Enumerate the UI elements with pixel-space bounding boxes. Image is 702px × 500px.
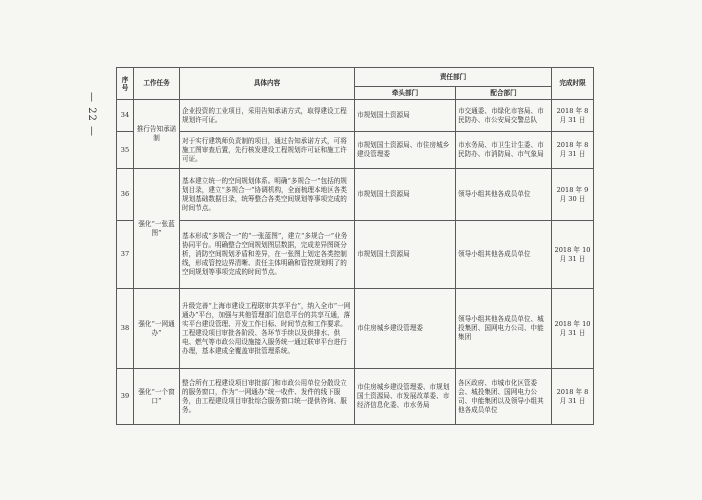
row-no: 37 bbox=[117, 221, 134, 289]
row-no: 36 bbox=[117, 169, 134, 221]
page-number: — 22 — bbox=[86, 92, 97, 138]
row-task: 强化“一张蓝图” bbox=[134, 169, 180, 289]
row-deadline: 2018 年 8 月 31 日 bbox=[552, 100, 594, 132]
row-lead: 市规划国土资源局 bbox=[355, 221, 456, 289]
row-task: 强化“一网通办” bbox=[134, 289, 180, 369]
row-coop: 市水务局、市卫生计生委、市民防办、市消防局、市气象局 bbox=[456, 132, 552, 169]
row-coop: 领导小组其他各成员单位 bbox=[456, 169, 552, 221]
row-lead: 市规划国土资源局 bbox=[355, 100, 456, 132]
row-no: 38 bbox=[117, 289, 134, 369]
row-deadline: 2018 年 9 月 30 日 bbox=[552, 169, 594, 221]
row-task: 推行告知承诺制 bbox=[134, 100, 180, 169]
row-deadline: 2018 年 8 月 31 日 bbox=[552, 132, 594, 169]
row-content: 升级完善“上海市建设工程联审共享平台”，纳入全市“一网通办”平台，加强与其他管理部门信息平台的共享互通，落实平台建设管理、开发工作目标、时间节点和工作要求。工程建设项目审批各阶段、各环节手续以及供排水、供电、燃气等市政公用设施接入服务统一通过联审平台进行办理，基本建成全覆盖审批管理系统。 bbox=[180, 289, 355, 369]
row-task: 强化“一个窗口” bbox=[134, 369, 180, 425]
row-content: 整合所有工程建设项目审批部门和市政公用单位分散设立的服务窗口，作为“一网通办”统一收件、发件的线下服务，由工程建设项目审批综合服务窗口统一提供咨询、服务。 bbox=[180, 369, 355, 425]
row-lead: 市规划国土资源局 bbox=[355, 169, 456, 221]
row-coop: 市交通委、市绿化市容局、市民防办、市公安局交警总队 bbox=[456, 100, 552, 132]
table-row bbox=[117, 289, 594, 369]
row-deadline: 2018 年 8 月 31 日 bbox=[552, 369, 594, 425]
header-content: 具体内容 bbox=[180, 68, 355, 100]
row-no: 34 bbox=[117, 100, 134, 132]
row-lead: 市规划国土资源局、市住房城乡建设管理委 bbox=[355, 132, 456, 169]
table-row bbox=[117, 169, 594, 221]
row-coop: 领导小组其他各成员单位、城投集团、国网电力公司、申能集团 bbox=[456, 289, 552, 369]
table-row bbox=[117, 369, 594, 425]
table-row bbox=[117, 132, 594, 169]
row-content: 企业投资的工业项目，采用告知承诺方式，取得建设工程规划许可证。 bbox=[180, 100, 355, 132]
table-row bbox=[117, 100, 594, 132]
header-no: 序号 bbox=[117, 68, 134, 100]
row-content: 基本建立统一的空间规划体系。明确“多规合一”包括的规划目录，建立“多规合一”协调机构，全面梳理本地区各类规划基础数据目录，统筹整合各类空间规划等事项完成的时间节点。 bbox=[180, 169, 355, 221]
row-deadline: 2018 年 10 月 31 日 bbox=[552, 289, 594, 369]
row-no: 39 bbox=[117, 369, 134, 425]
header-responsible: 责任部门 bbox=[355, 68, 552, 87]
row-content: 对于实行建筑师负责制的项目，通过告知承诺方式，可将施工图审查后置，先行核发建设工程规划许可证和施工许可证。 bbox=[180, 132, 355, 169]
header-coop: 配合部门 bbox=[456, 87, 552, 100]
row-coop: 领导小组其他各成员单位 bbox=[456, 221, 552, 289]
header-deadline: 完成时限 bbox=[552, 68, 594, 100]
row-no: 35 bbox=[117, 132, 134, 169]
row-coop: 各区政府、市城市化区管委会、城投集团、国网电力公司、申能集团以及领导小组其他各成员单位 bbox=[456, 369, 552, 425]
task-table bbox=[116, 67, 594, 425]
row-lead: 市住房城乡建设管理委、市规划国土资源局、市发展改革委、市经济信息化委、市水务局 bbox=[355, 369, 456, 425]
row-deadline: 2018 年 10 月 31 日 bbox=[552, 221, 594, 289]
header-task: 工作任务 bbox=[134, 68, 180, 100]
header-lead: 牵头部门 bbox=[355, 87, 456, 100]
row-lead: 市住房城乡建设管理委 bbox=[355, 289, 456, 369]
table-row bbox=[117, 221, 594, 289]
row-content: 基本形成“多规合一”的“一张蓝图”，建立“多规合一”业务协同平台。明确整合空间规划图层数据，完成差异图斑分析，消防空间规划矛盾和差异，在一张图上划定各类控制线，形成管控边界清晰、责任主体明确和管控规划明了的空间规划等事项完成的时间节点。 bbox=[180, 221, 355, 289]
